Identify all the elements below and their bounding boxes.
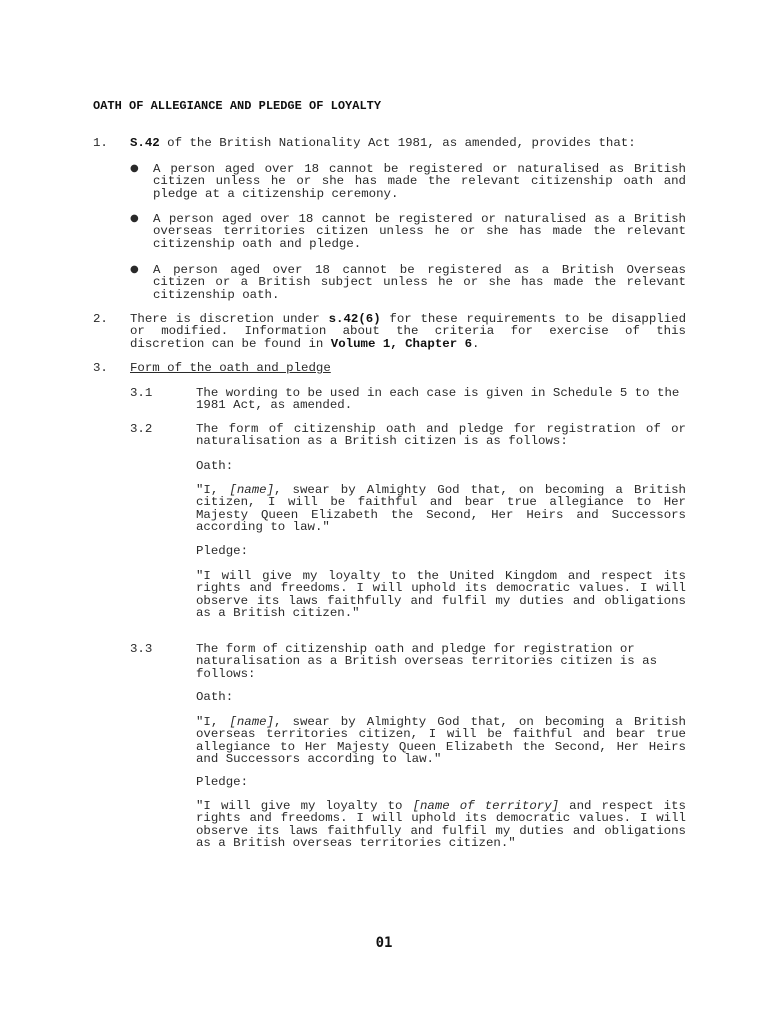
pledge-label: Pledge: bbox=[196, 775, 249, 789]
paragraph-1-text: of the British Nationality Act 1981, as amended, provides that: bbox=[159, 136, 636, 150]
bullet-item-1: A person aged over 18 cannot be registered or naturalised as British citizen unless he or she has made the relevant citizenship oath and pledge at a citizenship ceremony. bbox=[153, 162, 686, 201]
oath-text-british-citizen bbox=[196, 484, 686, 533]
paragraph-2-text-middle: for these requirements to be disapplied or modified. Information about the criteria for exercise of this discretion can be found in bbox=[130, 312, 686, 351]
bullet-icon: ● bbox=[130, 213, 139, 224]
paragraph-1-number: 1. bbox=[93, 136, 108, 150]
pledge-open: "I will give my loyalty to bbox=[196, 799, 413, 813]
oath-rest: , swear by Almighty God that, on becoming a British citizen, I will be faithful and bear true allegiance to Her Majesty Queen Elizabeth the Second, Her Heirs and Successors according to law." bbox=[196, 483, 686, 534]
page-number: 01 bbox=[375, 935, 393, 951]
subsection-3-1-number: 3.1 bbox=[130, 386, 153, 400]
section-reference: s.42(6) bbox=[328, 312, 381, 326]
bullet-icon: ● bbox=[130, 264, 139, 275]
subsection-3-3-text: The form of citizenship oath and pledge for registration or naturalisation as a British overseas territories citizen is as follows: bbox=[196, 642, 658, 681]
section-heading: Form of the oath and pledge bbox=[130, 361, 331, 375]
name-placeholder: [name] bbox=[229, 715, 275, 729]
oath-open: "I, bbox=[196, 715, 230, 729]
section-reference: S.42 bbox=[130, 136, 160, 150]
paragraph-2-number: 2. bbox=[93, 312, 108, 326]
pledge-label: Pledge: bbox=[196, 544, 249, 558]
oath-label: Oath: bbox=[196, 459, 234, 473]
oath-rest: , swear by Almighty God that, on becoming a British overseas territories citizen, I will be faithful and bear true allegiance to Her Majesty Queen Elizabeth the Second, Her Heirs and Successors according to law." bbox=[196, 715, 686, 766]
paragraph-3-number: 3. bbox=[93, 361, 108, 375]
oath-text-overseas-territories bbox=[196, 716, 686, 765]
oath-label: Oath: bbox=[196, 690, 234, 704]
bullet-item-2: A person aged over 18 cannot be registered or naturalised as a British overseas territories citizen unless he or she has made the relevant citizenship oath and pledge. bbox=[153, 212, 686, 251]
paragraph-2-text bbox=[130, 313, 686, 350]
document-title: OATH OF ALLEGIANCE AND PLEDGE OF LOYALTY bbox=[93, 99, 382, 113]
territory-placeholder: [name of territory] bbox=[412, 799, 560, 813]
bullet-item-3: A person aged over 18 cannot be registered as a British Overseas citizen or a British subject unless he or she has made the relevant citizenship oath. bbox=[153, 263, 686, 302]
bullet-icon: ● bbox=[130, 163, 139, 174]
pledge-text-overseas-territories bbox=[196, 800, 686, 849]
subsection-3-3-number: 3.3 bbox=[130, 642, 153, 656]
paragraph-2-text-before: There is discretion under bbox=[130, 312, 329, 326]
subsection-3-2-number: 3.2 bbox=[130, 422, 153, 436]
subsection-3-1-text: The wording to be used in each case is given in Schedule 5 to the 1981 Act, as amended. bbox=[196, 386, 680, 413]
pledge-text-british-citizen: "I will give my loyalty to the United Kingdom and respect its rights and freedoms. I will uphold its democratic values. I will observe its laws faithfully and fulfil my duties and obligations as a British citizen." bbox=[196, 569, 686, 620]
paragraph-1-intro bbox=[130, 137, 690, 149]
oath-open: "I, bbox=[196, 483, 230, 497]
paragraph-2-text-after: . bbox=[472, 336, 480, 351]
name-placeholder: [name] bbox=[229, 483, 275, 497]
pledge-rest: and respect its rights and freedoms. I will uphold its democratic values. I will observe its laws faithfully and fulfil my duties and obligations as a British overseas territories citizen." bbox=[196, 799, 686, 850]
volume-reference: Volume 1, Chapter 6 bbox=[330, 336, 473, 351]
subsection-3-2-text: The form of citizenship oath and pledge for registration of or naturalisation as a British citizen is as follows: bbox=[196, 422, 686, 449]
